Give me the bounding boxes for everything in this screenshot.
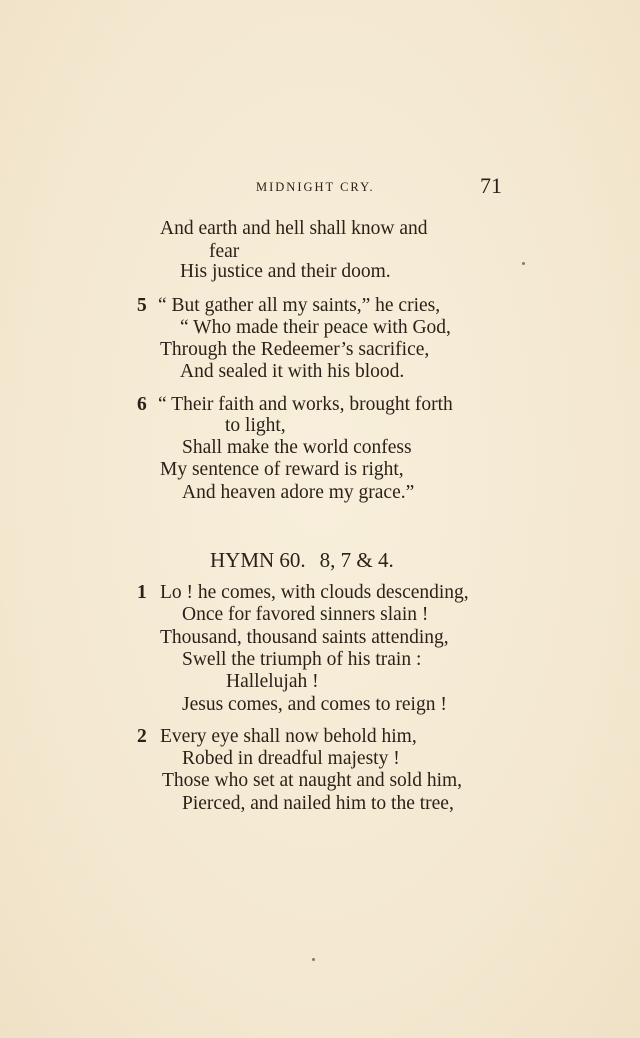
verse-line: And heaven adore my grace.” <box>182 482 415 503</box>
verse-line: “ Their faith and works, brought forth <box>158 394 453 415</box>
verse-line: to light, <box>225 415 286 436</box>
verse-line: “ Who made their peace with God, <box>180 317 451 338</box>
verse-line: My sentence of reward is right, <box>160 459 404 480</box>
verse-line: Swell the triumph of his train : <box>182 649 422 670</box>
hymn-heading <box>210 548 394 573</box>
verse-line: Shall make the world confess <box>182 437 412 458</box>
hymn-title: HYMN 60. <box>210 548 306 572</box>
verse-line: Robed in dreadful majesty ! <box>182 748 400 769</box>
verse-number: 6 <box>137 394 147 415</box>
page-number: 71 <box>480 173 502 198</box>
verse-line: Every eye shall now behold him, <box>160 726 417 747</box>
verse-line: fear <box>209 241 240 262</box>
paper-speck <box>522 262 525 265</box>
verse-line: Through the Redeemer’s sacrifice, <box>160 339 430 360</box>
verse-line: And sealed it with his blood. <box>180 361 405 382</box>
running-title: MIDNIGHT CRY. <box>256 180 375 194</box>
verse-number: 2 <box>137 726 147 747</box>
verse-line: And earth and hell shall know and <box>160 218 428 239</box>
verse-line: Pierced, and nailed him to the tree, <box>182 793 454 814</box>
verse-line: Those who set at naught and sold him, <box>162 770 463 791</box>
verse-line: Jesus comes, and comes to reign ! <box>182 694 447 715</box>
verse-line: Hallelujah ! <box>226 671 319 692</box>
verse-line: “ But gather all my saints,” he cries, <box>158 295 441 316</box>
verse-line: Thousand, thousand saints attending, <box>160 627 449 648</box>
verse-line: Lo ! he comes, with clouds descending, <box>160 582 469 603</box>
hymn-meter: 8, 7 & 4. <box>319 548 394 572</box>
verse-number: 5 <box>137 295 147 316</box>
verse-line: Once for favored sinners slain ! <box>182 604 429 625</box>
verse-number: 1 <box>137 582 147 603</box>
verse-line: His justice and their doom. <box>180 261 391 282</box>
paper-speck <box>312 958 315 961</box>
